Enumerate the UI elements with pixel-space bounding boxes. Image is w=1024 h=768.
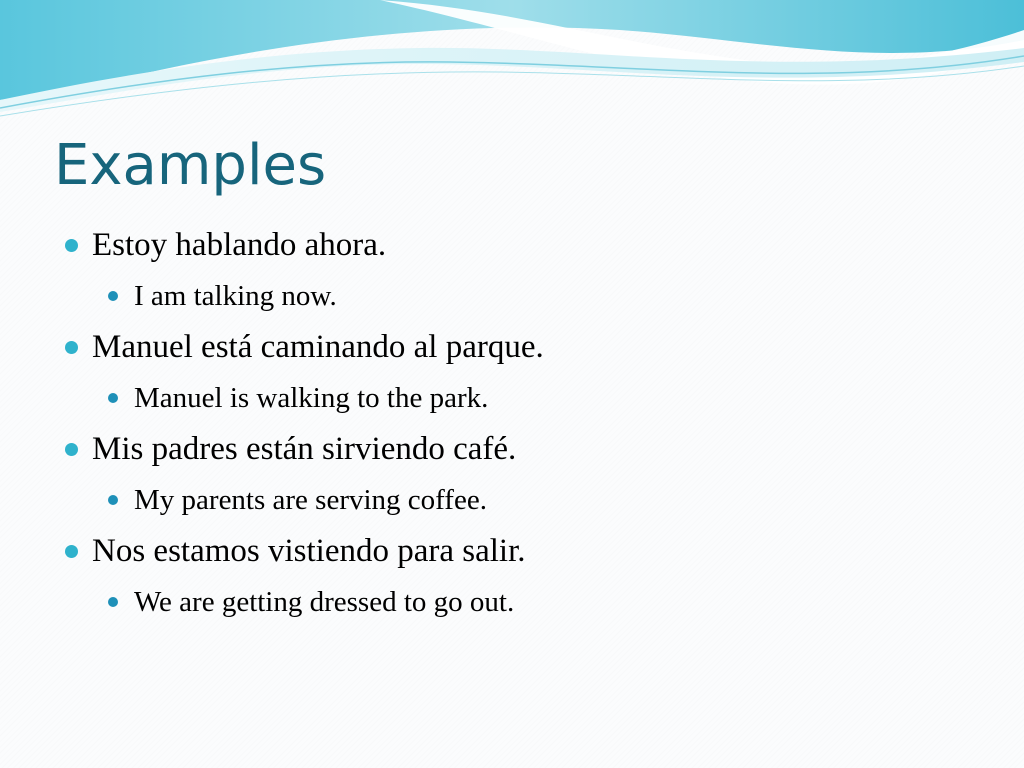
english-translation: We are getting dressed to go out. xyxy=(134,586,515,618)
header-wave-decoration xyxy=(0,0,1024,130)
bullet-list xyxy=(64,220,994,628)
bullet-icon xyxy=(108,291,118,301)
list-item xyxy=(64,474,994,526)
list-item xyxy=(64,372,994,424)
slide-title: Examples xyxy=(54,133,327,198)
bullet-icon xyxy=(108,393,118,403)
spanish-sentence: Estoy hablando ahora. xyxy=(92,227,387,263)
bullet-icon xyxy=(65,239,78,252)
bullet-icon xyxy=(65,443,78,456)
bullet-icon xyxy=(65,341,78,354)
bullet-icon xyxy=(108,495,118,505)
spanish-sentence: Mis padres están sirviendo café. xyxy=(92,431,517,467)
list-item xyxy=(64,270,994,322)
spanish-sentence: Nos estamos vistiendo para salir. xyxy=(92,533,526,569)
bullet-icon xyxy=(108,597,118,607)
list-item xyxy=(64,576,994,628)
bullet-icon xyxy=(65,545,78,558)
english-translation: I am talking now. xyxy=(134,280,337,312)
list-item xyxy=(64,322,994,372)
english-translation: Manuel is walking to the park. xyxy=(134,382,489,414)
list-item xyxy=(64,424,994,474)
spanish-sentence: Manuel está caminando al parque. xyxy=(92,329,544,365)
english-translation: My parents are serving coffee. xyxy=(134,484,487,516)
list-item xyxy=(64,220,994,270)
list-item xyxy=(64,526,994,576)
